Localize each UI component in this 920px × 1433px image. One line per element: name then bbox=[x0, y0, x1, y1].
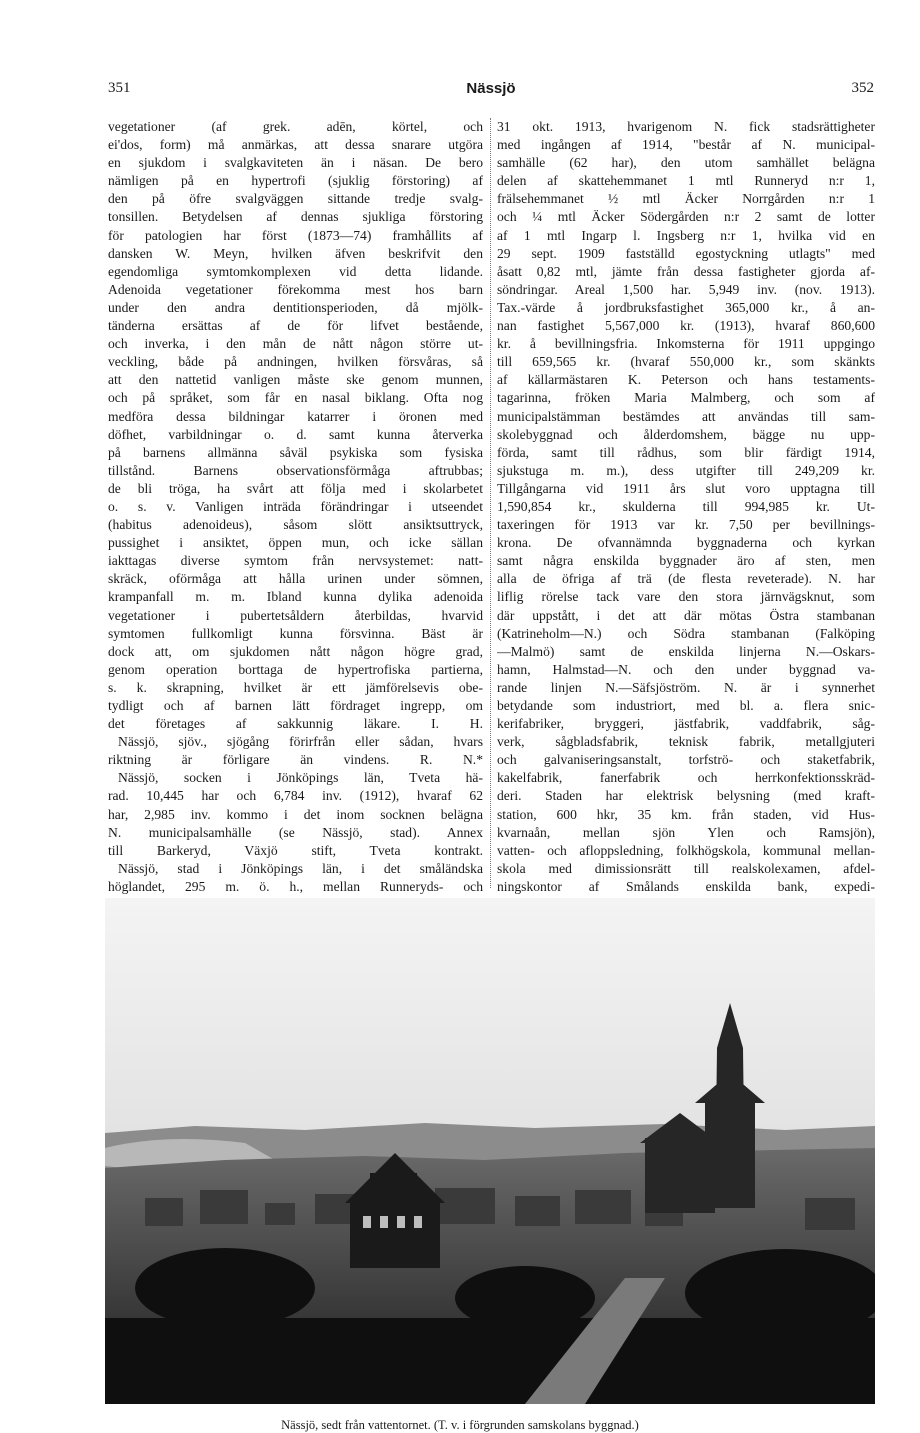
text-line: och ¼ mtl Äcker Södergården n:r 2 samt de lotter bbox=[497, 209, 875, 225]
text-line: vegetationer i pubertetsåldern återbildas, hvarvid bbox=[108, 607, 483, 623]
text-line: Adenoida vegetationer förekomma mest hos barn bbox=[108, 281, 483, 297]
text-line: på barnens allmänna såväl psykiska som fysiska bbox=[108, 444, 483, 460]
text-line: skolebyggnad och ålderdomshem, bägge nu upp- bbox=[497, 426, 875, 442]
text-line: veckling, både på andningen, hvilken försvåras, så bbox=[108, 354, 483, 370]
text-line: kr. å bevillningsfria. Inkomsterna för 1911 uppgingo bbox=[497, 336, 875, 352]
text-line: nan fastighet 5,567,000 kr. (1913), hvaraf 860,600 bbox=[497, 318, 875, 334]
text-line: liflig rörelse tack vare den stora järnvägsknut, som bbox=[497, 589, 875, 605]
text-line: en sjukdom i svalgkaviteten än i näsan. De bero bbox=[108, 155, 483, 171]
text-line: taxeringen för 1913 var kr. 7,50 per bevillnings- bbox=[497, 517, 875, 533]
right-column bbox=[497, 118, 875, 932]
text-line: under den andra dentitionsperioden, då mjölk- bbox=[108, 299, 483, 315]
text-line: tonsillen. Betydelsen af dennas sjukliga förstoring bbox=[108, 209, 483, 225]
page-number-left: 351 bbox=[108, 80, 131, 96]
text-line: municipalstämman bestämdes att användas till sam- bbox=[497, 408, 875, 424]
text-line: till 659,565 kr. (hvaraf 550,000 kr., som skänkts bbox=[497, 354, 875, 370]
text-line: Tax.-värde å jordbruksfastighet 365,000 kr., å an- bbox=[497, 299, 875, 315]
text-line: medföra dessa bildningar katarrer i öronen med bbox=[108, 408, 483, 424]
text-line: och inverka, i den mån de nått någon större ut- bbox=[108, 336, 483, 352]
text-line: tillstånd. Barnens observationsförmåga aftrubbas; bbox=[108, 462, 483, 478]
text-line: åsatt 0,82 mtl, jämte från dessa fastigheter gjorda af- bbox=[497, 263, 875, 279]
text-line: s. k. skrapning, hvilket är ett jämförelsevis obe- bbox=[108, 679, 483, 695]
text-line: kerifabriker, bryggeri, jästfabrik, vaddfabrik, såg- bbox=[497, 716, 875, 732]
text-line: den på öfre svalgväggen sittande tredje svalg- bbox=[108, 191, 483, 207]
text-line: (habitus adenoideus), såsom slött ansiktsuttryck, bbox=[108, 517, 483, 533]
text-line: deri. Staden har elektrisk belysning (med kraft- bbox=[497, 788, 875, 804]
text-line: 31 okt. 1913, hvarigenom N. fick stadsrättigheter bbox=[497, 119, 875, 134]
text-line: kvarnaån, mellan sjön Ylen och Ramsjön), bbox=[497, 824, 875, 840]
text-line: Nässjö, socken i Jönköpings län, Tveta hä- bbox=[118, 770, 483, 786]
text-line: för patologien har först (1873—74) framhållits af bbox=[108, 227, 483, 243]
text-line: af källarmästaren K. Peterson och hans testaments- bbox=[497, 372, 875, 388]
text-line: ningskontor af Smålands enskilda bank, expedi- bbox=[497, 878, 875, 894]
text-line: kakelfabrik, fanerfabrik och herrkonfektionsskräd- bbox=[497, 770, 875, 786]
text-line: rad. 10,445 har och 6,784 inv. (1912), hvaraf 62 bbox=[108, 788, 483, 804]
text-line: pussighet i ansiktet, öppen mun, och icke sällan bbox=[108, 535, 483, 551]
page-header bbox=[108, 80, 874, 100]
text-line: egendomliga symtomkomplexen vid detta lidande. bbox=[108, 263, 483, 279]
text-line: förda, samt till rådhus, som blir färdigt 1914, bbox=[497, 444, 875, 460]
text-line: o. s. v. Vanligen inträda förändringar i utseendet bbox=[108, 498, 483, 514]
text-line: söndringar. Areal 1,500 har. 5,949 inv. (nov. 1913). bbox=[497, 281, 875, 297]
text-line: tydligt och af barnen lätt fördraget ingrepp, om bbox=[108, 698, 483, 713]
text-line: döfhet, varbildningar o. d. samt kunna återverka bbox=[108, 426, 483, 442]
text-line: vegetationer (af grek. adēn, körtel, och bbox=[108, 119, 483, 134]
text-line: rande linjen N.—Säfsjöström. N. är i synnerhet bbox=[497, 679, 875, 695]
text-line: frälsehemmanet ½ mtl Äcker Norrgården n:r 1 bbox=[497, 191, 875, 207]
text-line: krona. De ofvannämnda byggnaderna och kyrkan bbox=[497, 535, 875, 551]
text-line: betydande som industriort, med bl. a. flera snic- bbox=[497, 698, 875, 713]
text-line: Tillgångarna vid 1911 års slut voro upptagna till bbox=[497, 480, 875, 496]
text-line: Nässjö, stad i Jönköpings län, i det småländska bbox=[118, 860, 483, 876]
text-line: vatten- och afloppsledning, folkhögskola, kommunal mellan- bbox=[497, 842, 875, 858]
text-line: delen af skattehemmanet 1 mtl Runneryd n:r 1, bbox=[497, 173, 875, 189]
left-column bbox=[108, 118, 483, 932]
text-line: alla de öfriga af trä (de flesta reveterade). N. har bbox=[497, 571, 875, 587]
column-divider bbox=[490, 118, 491, 888]
text-line: samhälle (62 har), den utom samhället belägna bbox=[497, 155, 875, 171]
text-line: (Katrineholm—N.) och Södra stambanan (Falköping bbox=[497, 625, 875, 641]
text-line: det företages af sakkunnig läkare. I. H. bbox=[108, 716, 483, 732]
text-line: Nässjö, sjöv., sjögång förirfrån eller sådan, hvars bbox=[118, 734, 483, 750]
text-line: att den nattetid vanligen måste ske genom munnen, bbox=[108, 372, 483, 388]
text-line: genom operation borttaga de hypertrofiska partierna, bbox=[108, 661, 483, 677]
text-line: riktning är förligare än vindens. R. N.* bbox=[108, 752, 483, 768]
text-line: 1,590,854 kr., skulderna till 994,985 kr. Ut- bbox=[497, 498, 875, 514]
text-line: med ingången af 1914, "består af N. municipal- bbox=[497, 137, 875, 153]
text-line: tagarinna, fröken Maria Malmberg, och som af bbox=[497, 390, 875, 406]
text-line: har, 2,985 inv. kommo i det inom socknen belägna bbox=[108, 806, 483, 822]
text-line: tänderna ersättas af de för lifvet bestående, bbox=[108, 318, 483, 334]
text-line: iakttagas diverse symtom från nervsystemet: natt- bbox=[108, 553, 483, 569]
text-line: samt några enskilda byggnader äro af sten, men bbox=[497, 553, 875, 569]
text-line: sjukstuga m. m.), dess utgifter till 249,209 kr. bbox=[497, 462, 875, 478]
text-line: där uppstått, i det att där mötas Östra stambanan bbox=[497, 607, 875, 623]
text-line: till Barkeryd, Växjö stift, Tveta kontrakt. bbox=[108, 842, 483, 858]
page-number-right: 352 bbox=[851, 80, 874, 96]
text-line: verk, sågbladsfabrik, teknisk fabrik, metallgjuteri bbox=[497, 734, 875, 750]
text-line: symtomen fullkomligt kunna försvinna. Bäst är bbox=[108, 625, 483, 641]
text-line: höglandet, 295 m. ö. h., mellan Runneryds- och bbox=[108, 878, 483, 894]
text-line: hamn, Halmstad—N. och den under byggnad va- bbox=[497, 661, 875, 677]
running-title: Nässjö bbox=[466, 80, 516, 97]
text-line: af 1 mtl Ingarp l. Ingsberg n:r 1, hvilka vid en bbox=[497, 227, 875, 243]
text-line: och på språket, som får en nasal biklang. Ofta nog bbox=[108, 390, 483, 406]
text-line: dansken W. Meyn, hvilken äfven beskrifvit den bbox=[108, 245, 483, 261]
text-line: de bli tröga, ha svårt att följa med i skolarbetet bbox=[108, 480, 483, 496]
text-line: krampanfall m. m. Ibland kunna dylika adenoida bbox=[108, 589, 483, 605]
town-photograph bbox=[105, 898, 875, 1404]
text-line: nämligen på en hypertrofi (sjuklig förstoring) af bbox=[108, 173, 483, 189]
text-line: N. municipalsamhälle (se Nässjö, stad). Annex bbox=[108, 824, 483, 840]
text-line: dock att, om sjukdomen nått någon högre grad, bbox=[108, 643, 483, 659]
text-line: ei'dos, form) må anmärkas, att dessa snarare utgöra bbox=[108, 137, 483, 153]
text-line: 29 sept. 1909 fastställd egostyckning utlagts" med bbox=[497, 245, 875, 261]
text-line: —Malmö) samt de enskilda linjerna N.—Oskars- bbox=[497, 643, 875, 659]
figure-caption: Nässjö, sedt från vattentornet. (T. v. i förgrunden samskolans byggnad.) bbox=[281, 1418, 639, 1432]
text-line: och galvaniseringsanstalt, torfströ- och staketfabrik, bbox=[497, 752, 875, 768]
text-line: skola med dimissionsrätt till realskolexamen, afdel- bbox=[497, 860, 875, 876]
text-line: station, 600 hkr, 35 km. från staden, vid Hus- bbox=[497, 806, 875, 822]
text-line: skräck, oförmåga att hålla urinen under sömnen, bbox=[108, 571, 483, 587]
